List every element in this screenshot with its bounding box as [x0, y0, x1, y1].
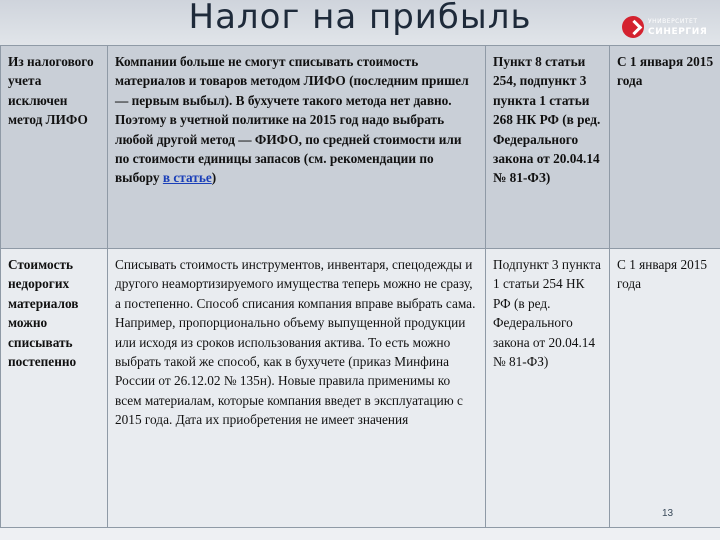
change-cell: Из налогового учета исключен метод ЛИФО [1, 46, 108, 249]
table-row [1, 46, 720, 249]
article-link[interactable]: в статье [162, 170, 212, 186]
synergy-logo-icon [622, 16, 644, 38]
logo-line1: УНИВЕРСИТЕТ [648, 18, 698, 25]
university-logo [622, 14, 707, 40]
date-cell: С 1 января 2015 года [610, 249, 720, 528]
page-number: 13 [662, 508, 674, 519]
change-cell: Стоимость недорогих материалов можно списывать постепенно [1, 249, 108, 528]
norm-cell: Подпункт 3 пункта 1 статьи 254 НК РФ (в ред. Федерального закона от 20.04.14 № 81-ФЗ) [486, 249, 610, 528]
logo-line2: СИНЕРГИЯ [648, 27, 708, 37]
description-cell [108, 46, 486, 249]
tax-changes-table [0, 45, 720, 528]
description-text: Компании больше не смогут списывать стоимость материалов и товаров методом ЛИФО (последним пришел — первым выбыл). В бухучете такого метода нет давно. Поэтому в учетной политике на 2015 год надо выбрать любой другой метод — ФИФО, по средней стоимости или по стоимости единицы запасов (см. рекомендации по выбору [115, 54, 469, 186]
description-text-end: ) [211, 170, 217, 186]
slide-title: Налог на прибыль [188, 0, 532, 37]
norm-cell: Пункт 8 статьи 254, подпункт 3 пункта 1 статьи 268 НК РФ (в ред. Федерального закона от 20.04.14 № 81-ФЗ) [486, 46, 610, 249]
date-cell: С 1 января 2015 года [610, 46, 720, 249]
description-cell: Списывать стоимость инструментов, инвентаря, спецодежды и другого неамортизируемого имущества теперь можно не сразу, а постепенно. Способ списания компания вправе выбрать сама. Например, пропорционально объему выпущенной продукции или исходя из сроков использования актива. То есть можно выбрать такой же способ, как в бухучете (приказ Минфина России от 26.12.02 № 135н). Новые правила применимы ко всем материалам, которые компания введет в эксплуатацию с 2015 года. Дата их приобретения не имеет значения [108, 249, 486, 528]
table-row [1, 249, 720, 528]
